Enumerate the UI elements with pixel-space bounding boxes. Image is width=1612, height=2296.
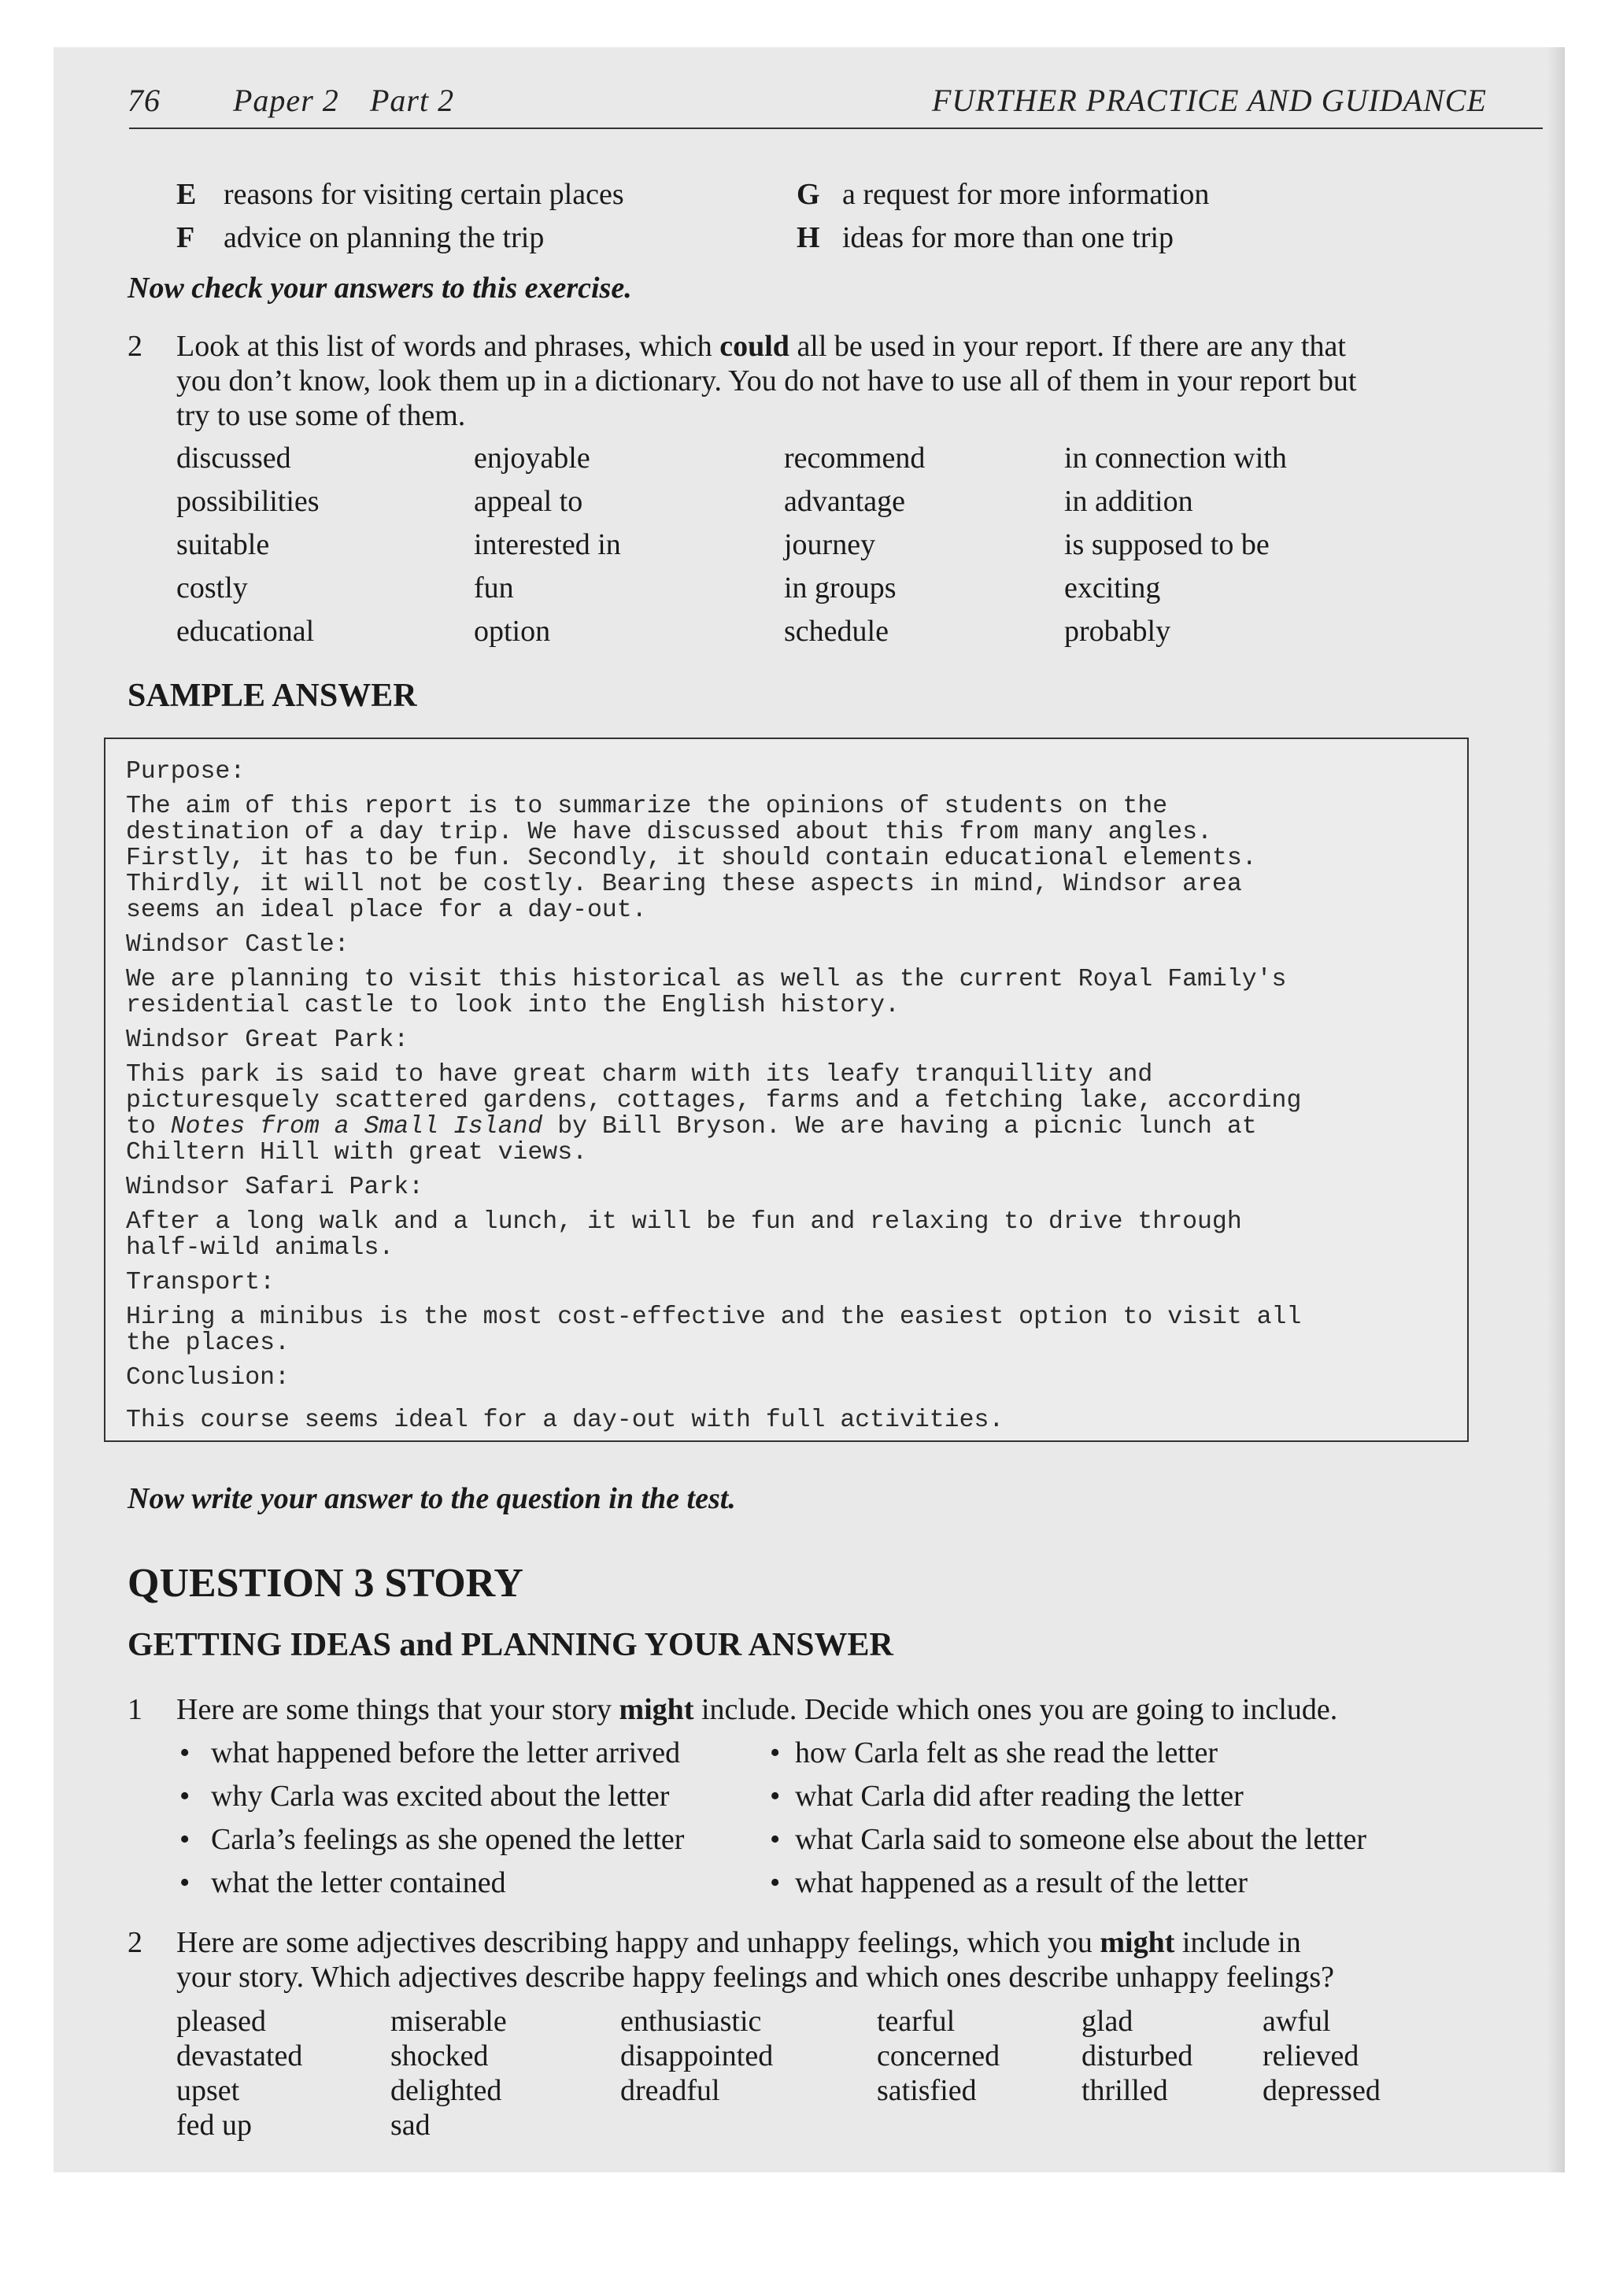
- adjective-item: glad: [1081, 2005, 1133, 2038]
- exercise-2-line-2: you don’t know, look them up in a dictionary. You do not have to use all of them in your report but: [176, 364, 1357, 397]
- header-section: FURTHER PRACTICE AND GUIDANCE: [932, 83, 1487, 118]
- option-letter-f: F: [176, 221, 195, 254]
- item-1-might: might: [619, 1693, 694, 1726]
- exercise-2-could: could: [719, 330, 789, 363]
- story-idea-item: what Carla did after reading the letter: [795, 1780, 1244, 1813]
- story-idea-item: Carla’s feelings as she opened the letter: [211, 1823, 685, 1856]
- word-item: discussed: [176, 442, 291, 475]
- item-1-post: include. Decide which ones you are going to include.: [693, 1693, 1338, 1726]
- conclusion-label: Conclusion:: [126, 1364, 290, 1392]
- write-answer-note: Now write your answer to the question in the test.: [128, 1482, 736, 1515]
- item-2-line-2: your story. Which adjectives describe happy feelings and which ones describe unhappy feelings?: [176, 1961, 1334, 1994]
- word-item: interested in: [474, 528, 621, 561]
- word-item: in addition: [1064, 485, 1193, 518]
- purpose-line: Thirdly, it will not be costly. Bearing these aspects in mind, Windsor area: [126, 871, 1242, 898]
- safari-line: half-wild animals.: [126, 1234, 394, 1262]
- bullet-icon: •: [770, 1866, 781, 1899]
- transport-line: Hiring a minibus is the most cost-effective and the easiest option to visit all: [126, 1303, 1302, 1331]
- castle-line: residential castle to look into the English history.: [126, 992, 900, 1019]
- safari-label: Windsor Safari Park:: [126, 1174, 424, 1201]
- transport-line: the places.: [126, 1329, 290, 1357]
- word-item: recommend: [784, 442, 926, 475]
- park-line-3-post: by Bill Bryson. We are having a picnic lunch at: [542, 1113, 1257, 1141]
- sample-answer-heading: SAMPLE ANSWER: [128, 678, 417, 714]
- option-letter-g: G: [797, 178, 820, 211]
- park-line-3: [126, 1114, 1257, 1140]
- purpose-line: The aim of this report is to summarize the opinions of students on the: [126, 793, 1168, 820]
- adjective-item: miserable: [390, 2005, 507, 2038]
- purpose-line: destination of a day trip. We have discussed about this from many angles.: [126, 819, 1212, 846]
- word-item: probably: [1064, 615, 1171, 648]
- word-item: in groups: [784, 571, 897, 605]
- adjective-item: enthusiastic: [620, 2005, 762, 2038]
- bullet-icon: •: [770, 1823, 781, 1856]
- option-text-h: ideas for more than one trip: [842, 221, 1174, 254]
- adjective-item: concerned: [877, 2039, 1000, 2072]
- bullet-icon: •: [179, 1823, 190, 1856]
- question-3-subheading: GETTING IDEAS and PLANNING YOUR ANSWER: [128, 1627, 893, 1663]
- story-idea-item: what the letter contained: [211, 1866, 506, 1899]
- textbook-page: [54, 47, 1565, 2172]
- adjective-item: satisfied: [877, 2074, 977, 2107]
- book-title: Notes from a Small Island: [170, 1113, 543, 1141]
- item-2-might: might: [1100, 1926, 1175, 1959]
- bullet-icon: •: [179, 1736, 190, 1769]
- item-2-number: 2: [128, 1926, 142, 1959]
- bullet-icon: •: [179, 1866, 190, 1899]
- adjective-item: devastated: [176, 2039, 303, 2072]
- header-paper: Paper 2: [233, 83, 339, 118]
- purpose-line: Firstly, it has to be fun. Secondly, it should contain educational elements.: [126, 845, 1257, 872]
- word-item: educational: [176, 615, 315, 648]
- park-line-3-pre: to: [126, 1113, 171, 1141]
- exercise-2-line-1-post: all be used in your report. If there are any that: [789, 330, 1346, 363]
- item-1-pre: Here are some things that your story: [176, 1693, 619, 1726]
- word-item: costly: [176, 571, 248, 605]
- option-text-f: advice on planning the trip: [224, 221, 545, 254]
- word-item: suitable: [176, 528, 270, 561]
- adjective-item: sad: [390, 2109, 431, 2142]
- adjective-item: awful: [1263, 2005, 1331, 2038]
- item-1-instruction: [176, 1692, 1337, 1727]
- adjective-item: relieved: [1263, 2039, 1359, 2072]
- word-item: advantage: [784, 485, 906, 518]
- adjective-item: pleased: [176, 2005, 266, 2038]
- word-item: possibilities: [176, 485, 320, 518]
- word-item: option: [474, 615, 551, 648]
- header-part: Part 2: [370, 83, 455, 118]
- word-item: schedule: [784, 615, 889, 648]
- adjective-item: disappointed: [620, 2039, 774, 2072]
- option-text-e: reasons for visiting certain places: [224, 178, 624, 211]
- item-2-instruction: [176, 1925, 1301, 1960]
- adjective-item: shocked: [390, 2039, 489, 2072]
- adjective-item: fed up: [176, 2109, 253, 2142]
- option-text-g: a request for more information: [842, 178, 1210, 211]
- story-idea-item: what happened before the letter arrived: [211, 1736, 681, 1769]
- question-3-heading: QUESTION 3 STORY: [128, 1561, 523, 1606]
- word-item: journey: [784, 528, 876, 561]
- adjective-item: disturbed: [1081, 2039, 1193, 2072]
- word-item: exciting: [1064, 571, 1161, 605]
- adjective-item: depressed: [1263, 2074, 1381, 2107]
- exercise-2-line-1-pre: Look at this list of words and phrases, which: [176, 330, 720, 363]
- castle-line: We are planning to visit this historical as well as the current Royal Family's: [126, 966, 1287, 993]
- purpose-label: Purpose:: [126, 758, 246, 786]
- item-1-number: 1: [128, 1693, 142, 1726]
- option-letter-h: H: [797, 221, 820, 254]
- check-answers-note: Now check your answers to this exercise.: [128, 272, 632, 305]
- transport-label: Transport:: [126, 1269, 275, 1296]
- park-label: Windsor Great Park:: [126, 1026, 409, 1054]
- page-edge-shadow: [1547, 47, 1565, 2172]
- adjective-item: tearful: [877, 2005, 956, 2038]
- park-line: This park is said to have great charm with its leafy tranquillity and: [126, 1061, 1153, 1089]
- word-item: in connection with: [1064, 442, 1287, 475]
- safari-line: After a long walk and a lunch, it will be fun and relaxing to drive through: [126, 1208, 1242, 1236]
- word-item: enjoyable: [474, 442, 590, 475]
- option-letter-e: E: [176, 178, 197, 211]
- park-line-4: Chiltern Hill with great views.: [126, 1139, 587, 1166]
- adjective-item: thrilled: [1081, 2074, 1168, 2107]
- exercise-2-line-1: [176, 329, 1346, 364]
- word-item: appeal to: [474, 485, 583, 518]
- exercise-2-number: 2: [128, 330, 142, 363]
- word-item: fun: [474, 571, 514, 605]
- item-2-post: include in: [1174, 1926, 1301, 1959]
- bullet-icon: •: [770, 1736, 781, 1769]
- story-idea-item: what Carla said to someone else about the letter: [795, 1823, 1366, 1856]
- header-rule: [129, 128, 1543, 129]
- page-number: 76: [128, 83, 161, 118]
- item-2-pre: Here are some adjectives describing happy and unhappy feelings, which you: [176, 1926, 1100, 1959]
- adjective-item: dreadful: [620, 2074, 720, 2107]
- exercise-2-line-3: try to use some of them.: [176, 399, 466, 432]
- story-idea-item: how Carla felt as she read the letter: [795, 1736, 1218, 1769]
- bullet-icon: •: [179, 1780, 190, 1813]
- story-idea-item: what happened as a result of the letter: [795, 1866, 1248, 1899]
- word-item: is supposed to be: [1064, 528, 1270, 561]
- story-idea-item: why Carla was excited about the letter: [211, 1780, 670, 1813]
- adjective-item: delighted: [390, 2074, 502, 2107]
- conclusion-line: This course seems ideal for a day-out with full activities.: [126, 1407, 1004, 1434]
- bullet-icon: •: [770, 1780, 781, 1813]
- castle-label: Windsor Castle:: [126, 931, 349, 959]
- adjective-item: upset: [176, 2074, 240, 2107]
- purpose-line: seems an ideal place for a day-out.: [126, 897, 647, 924]
- park-line: picturesquely scattered gardens, cottages, farms and a fetching lake, according: [126, 1087, 1302, 1115]
